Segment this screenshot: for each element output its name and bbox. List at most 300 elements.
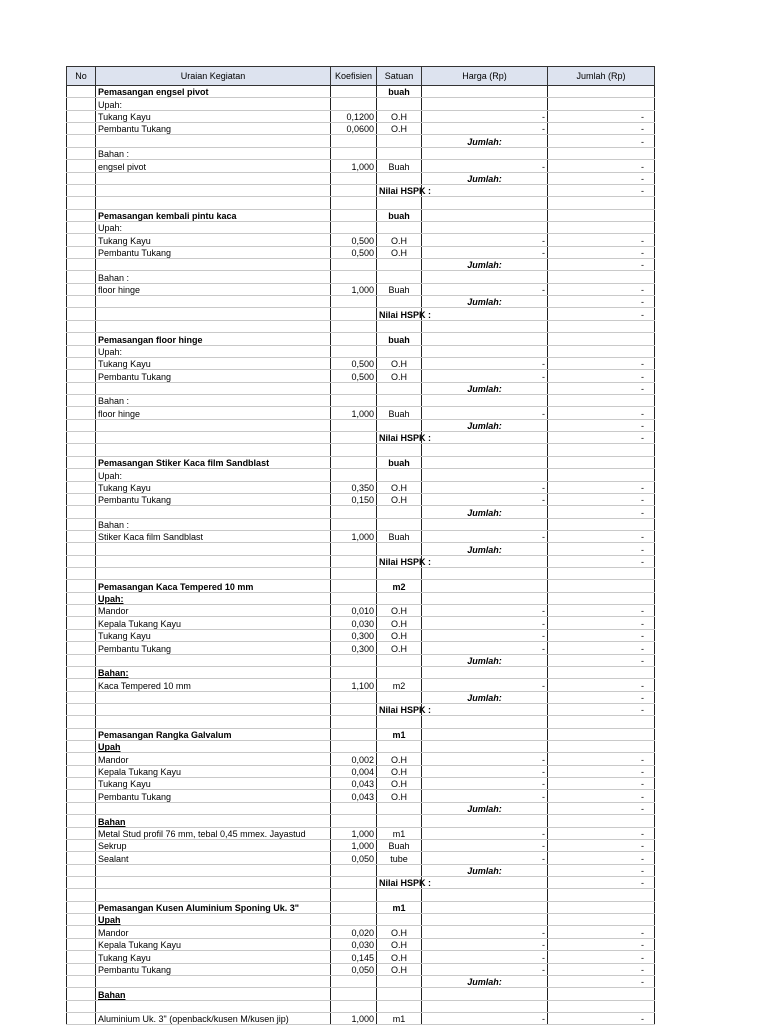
cell-uraian: Sekrup bbox=[96, 839, 331, 851]
cell-harga bbox=[422, 518, 548, 530]
cell-jumlah: - bbox=[548, 703, 655, 715]
cell-satuan: O.H bbox=[377, 234, 422, 246]
cell-harga bbox=[422, 320, 548, 332]
cell-harga bbox=[422, 469, 548, 481]
cell-koefisien bbox=[331, 432, 377, 444]
cell-koefisien: 0,043 bbox=[331, 790, 377, 802]
cell-no bbox=[67, 518, 96, 530]
cell-jumlah bbox=[548, 1000, 655, 1012]
cell-harga bbox=[422, 592, 548, 604]
cell-uraian bbox=[96, 506, 331, 518]
cell-jumlah bbox=[548, 518, 655, 530]
cell-satuan bbox=[377, 716, 422, 728]
cell-uraian: Kepala Tukang Kayu bbox=[96, 938, 331, 950]
cell-satuan bbox=[377, 259, 422, 271]
table-row bbox=[67, 283, 655, 295]
header-uraian: Uraian Kegiatan bbox=[96, 67, 331, 86]
header-jumlah: Jumlah (Rp) bbox=[548, 67, 655, 86]
cell-koefisien: 0,150 bbox=[331, 493, 377, 505]
cell-no bbox=[67, 827, 96, 839]
table-row bbox=[67, 839, 655, 851]
cell-no bbox=[67, 592, 96, 604]
cell-jumlah: - bbox=[548, 555, 655, 567]
cell-koefisien bbox=[331, 975, 377, 987]
cell-jumlah: - bbox=[548, 506, 655, 518]
cell-uraian: Tukang Kayu bbox=[96, 778, 331, 790]
cell-harga bbox=[422, 444, 548, 456]
cell-harga: - bbox=[422, 852, 548, 864]
table-row bbox=[67, 246, 655, 258]
cell-no bbox=[67, 370, 96, 382]
cell-harga: - bbox=[422, 160, 548, 172]
cell-no bbox=[67, 914, 96, 926]
cell-satuan: Buah bbox=[377, 283, 422, 295]
cell-koefisien bbox=[331, 98, 377, 110]
cell-jumlah bbox=[548, 320, 655, 332]
cell-harga: - bbox=[422, 246, 548, 258]
cell-harga: Jumlah: bbox=[422, 802, 548, 814]
cell-no bbox=[67, 493, 96, 505]
cell-satuan: O.H bbox=[377, 938, 422, 950]
cell-satuan bbox=[377, 221, 422, 233]
cell-harga: Jumlah: bbox=[422, 296, 548, 308]
cell-harga bbox=[422, 345, 548, 357]
cell-koefisien bbox=[331, 456, 377, 468]
cell-jumlah: - bbox=[548, 382, 655, 394]
cell-satuan: buah bbox=[377, 86, 422, 98]
cell-no bbox=[67, 221, 96, 233]
cell-jumlah bbox=[548, 271, 655, 283]
cell-no bbox=[67, 802, 96, 814]
cell-koefisien bbox=[331, 271, 377, 283]
cell-koefisien: 0,002 bbox=[331, 753, 377, 765]
cell-uraian: Bahan : bbox=[96, 518, 331, 530]
cell-harga: - bbox=[422, 357, 548, 369]
cell-koefisien: 0,030 bbox=[331, 617, 377, 629]
cell-jumlah: - bbox=[548, 530, 655, 542]
cell-harga: - bbox=[422, 283, 548, 295]
cell-koefisien: 0,050 bbox=[331, 963, 377, 975]
cell-koefisien bbox=[331, 703, 377, 715]
cell-harga: - bbox=[422, 679, 548, 691]
cell-uraian bbox=[96, 555, 331, 567]
cell-satuan: Buah bbox=[377, 407, 422, 419]
table-row bbox=[67, 234, 655, 246]
cell-uraian: Bahan : bbox=[96, 394, 331, 406]
cell-harga bbox=[422, 308, 548, 320]
table-row bbox=[67, 716, 655, 728]
cell-koefisien: 0,020 bbox=[331, 926, 377, 938]
cell-uraian: Mandor bbox=[96, 926, 331, 938]
cell-jumlah bbox=[548, 394, 655, 406]
table-row bbox=[67, 456, 655, 468]
table-row bbox=[67, 345, 655, 357]
cell-jumlah: - bbox=[548, 790, 655, 802]
cell-harga: - bbox=[422, 963, 548, 975]
cell-uraian bbox=[96, 419, 331, 431]
table-row bbox=[67, 506, 655, 518]
cell-satuan: O.H bbox=[377, 629, 422, 641]
cell-harga bbox=[422, 147, 548, 159]
cell-koefisien bbox=[331, 864, 377, 876]
cell-koefisien bbox=[331, 901, 377, 913]
cell-harga: - bbox=[422, 530, 548, 542]
cell-uraian bbox=[96, 802, 331, 814]
cell-satuan bbox=[377, 320, 422, 332]
table-row bbox=[67, 666, 655, 678]
cell-jumlah bbox=[548, 333, 655, 345]
cell-koefisien: 0,1200 bbox=[331, 110, 377, 122]
cell-uraian: Tukang Kayu bbox=[96, 357, 331, 369]
cell-no bbox=[67, 790, 96, 802]
table-row bbox=[67, 394, 655, 406]
cell-satuan: Nilai HSPK : bbox=[377, 877, 422, 889]
cell-uraian: Pemasangan Kusen Aluminium Sponing Uk. 3" bbox=[96, 901, 331, 913]
table-row bbox=[67, 580, 655, 592]
cell-jumlah: - bbox=[548, 679, 655, 691]
cell-koefisien bbox=[331, 259, 377, 271]
cell-harga bbox=[422, 815, 548, 827]
table-row bbox=[67, 320, 655, 332]
cell-jumlah bbox=[548, 209, 655, 221]
cell-satuan: buah bbox=[377, 209, 422, 221]
cell-harga bbox=[422, 889, 548, 901]
cell-satuan: Buah bbox=[377, 530, 422, 542]
cell-harga bbox=[422, 98, 548, 110]
table-row bbox=[67, 333, 655, 345]
cell-jumlah: - bbox=[548, 839, 655, 851]
cell-uraian bbox=[96, 184, 331, 196]
cell-no bbox=[67, 234, 96, 246]
table-row bbox=[67, 271, 655, 283]
table-row bbox=[67, 938, 655, 950]
cell-uraian bbox=[96, 135, 331, 147]
cell-jumlah: - bbox=[548, 493, 655, 505]
cell-harga bbox=[422, 86, 548, 98]
table-row bbox=[67, 654, 655, 666]
cell-uraian: engsel pivot bbox=[96, 160, 331, 172]
cell-jumlah: - bbox=[548, 259, 655, 271]
cell-koefisien bbox=[331, 147, 377, 159]
cell-jumlah: - bbox=[548, 481, 655, 493]
cell-koefisien bbox=[331, 197, 377, 209]
cell-uraian: Pembantu Tukang bbox=[96, 790, 331, 802]
cell-satuan: O.H bbox=[377, 926, 422, 938]
table-row bbox=[67, 901, 655, 913]
cell-satuan: O.H bbox=[377, 642, 422, 654]
cell-jumlah: - bbox=[548, 864, 655, 876]
cell-no bbox=[67, 568, 96, 580]
cell-no bbox=[67, 605, 96, 617]
cell-harga: Jumlah: bbox=[422, 419, 548, 431]
cell-uraian: Pembantu Tukang bbox=[96, 493, 331, 505]
cell-uraian bbox=[96, 975, 331, 987]
table-row bbox=[67, 432, 655, 444]
cell-koefisien bbox=[331, 1000, 377, 1012]
cell-harga bbox=[422, 555, 548, 567]
cell-satuan bbox=[377, 98, 422, 110]
cell-jumlah: - bbox=[548, 765, 655, 777]
cell-harga: Jumlah: bbox=[422, 691, 548, 703]
cell-harga bbox=[422, 666, 548, 678]
cell-no bbox=[67, 543, 96, 555]
cell-harga: - bbox=[422, 629, 548, 641]
cell-no bbox=[67, 1000, 96, 1012]
table-row bbox=[67, 1012, 655, 1024]
cell-no bbox=[67, 320, 96, 332]
cell-jumlah: - bbox=[548, 802, 655, 814]
cell-harga: Jumlah: bbox=[422, 172, 548, 184]
cell-no bbox=[67, 345, 96, 357]
cell-jumlah: - bbox=[548, 877, 655, 889]
cell-uraian: Pemasangan Kaca Tempered 10 mm bbox=[96, 580, 331, 592]
cell-satuan bbox=[377, 864, 422, 876]
cell-uraian: Pemasangan Stiker Kaca film Sandblast bbox=[96, 456, 331, 468]
table-row bbox=[67, 209, 655, 221]
cell-satuan bbox=[377, 815, 422, 827]
cell-no bbox=[67, 506, 96, 518]
cell-no bbox=[67, 839, 96, 851]
table-row bbox=[67, 481, 655, 493]
cell-uraian: Pembantu Tukang bbox=[96, 246, 331, 258]
table-row bbox=[67, 605, 655, 617]
cell-satuan: m1 bbox=[377, 827, 422, 839]
cell-koefisien bbox=[331, 728, 377, 740]
cell-satuan: Nilai HSPK : bbox=[377, 432, 422, 444]
cell-no bbox=[67, 172, 96, 184]
cell-harga bbox=[422, 333, 548, 345]
cell-koefisien bbox=[331, 308, 377, 320]
table-row bbox=[67, 135, 655, 147]
cell-koefisien: 1,000 bbox=[331, 530, 377, 542]
cell-satuan: O.H bbox=[377, 370, 422, 382]
table-body bbox=[67, 86, 655, 1025]
cell-uraian: Bahan bbox=[96, 988, 331, 1000]
cell-uraian bbox=[96, 320, 331, 332]
cell-jumlah: - bbox=[548, 296, 655, 308]
cell-harga bbox=[422, 271, 548, 283]
cell-jumlah bbox=[548, 444, 655, 456]
cell-harga bbox=[422, 432, 548, 444]
cell-satuan bbox=[377, 802, 422, 814]
cell-harga bbox=[422, 988, 548, 1000]
table-row bbox=[67, 951, 655, 963]
cell-no bbox=[67, 135, 96, 147]
table-row bbox=[67, 382, 655, 394]
cell-harga bbox=[422, 703, 548, 715]
cell-harga: - bbox=[422, 926, 548, 938]
table-row bbox=[67, 308, 655, 320]
cell-jumlah: - bbox=[548, 407, 655, 419]
cell-satuan: O.H bbox=[377, 493, 422, 505]
table-row bbox=[67, 296, 655, 308]
cell-satuan bbox=[377, 382, 422, 394]
cell-satuan bbox=[377, 469, 422, 481]
cell-no bbox=[67, 246, 96, 258]
cell-no bbox=[67, 308, 96, 320]
cell-harga bbox=[422, 580, 548, 592]
cell-uraian: Upah: bbox=[96, 98, 331, 110]
cell-uraian: Bahan bbox=[96, 815, 331, 827]
cell-uraian: Mandor bbox=[96, 753, 331, 765]
cell-no bbox=[67, 753, 96, 765]
table-row bbox=[67, 815, 655, 827]
cell-koefisien: 0,043 bbox=[331, 778, 377, 790]
cell-koefisien bbox=[331, 419, 377, 431]
cell-jumlah: - bbox=[548, 975, 655, 987]
cell-uraian bbox=[96, 568, 331, 580]
cell-satuan bbox=[377, 889, 422, 901]
cell-uraian: Sealant bbox=[96, 852, 331, 864]
hspk-sheet bbox=[66, 66, 654, 1025]
cell-jumlah: - bbox=[548, 234, 655, 246]
cell-no bbox=[67, 988, 96, 1000]
cell-uraian: Stiker Kaca film Sandblast bbox=[96, 530, 331, 542]
cell-uraian: Aluminium Uk. 3" (openback/kusen M/kusen jip) bbox=[96, 1012, 331, 1024]
cell-no bbox=[67, 716, 96, 728]
cell-koefisien bbox=[331, 802, 377, 814]
cell-satuan: m2 bbox=[377, 679, 422, 691]
cell-satuan: Nilai HSPK : bbox=[377, 703, 422, 715]
table-row bbox=[67, 530, 655, 542]
cell-koefisien bbox=[331, 135, 377, 147]
cell-jumlah bbox=[548, 86, 655, 98]
cell-no bbox=[67, 951, 96, 963]
cell-harga: Jumlah: bbox=[422, 543, 548, 555]
cell-harga: - bbox=[422, 617, 548, 629]
cell-koefisien bbox=[331, 518, 377, 530]
cell-uraian bbox=[96, 172, 331, 184]
table-row bbox=[67, 419, 655, 431]
cell-jumlah: - bbox=[548, 852, 655, 864]
cell-uraian bbox=[96, 716, 331, 728]
cell-no bbox=[67, 765, 96, 777]
cell-no bbox=[67, 184, 96, 196]
cell-harga bbox=[422, 728, 548, 740]
table-row bbox=[67, 975, 655, 987]
cell-koefisien: 0,500 bbox=[331, 370, 377, 382]
cell-jumlah bbox=[548, 568, 655, 580]
cell-no bbox=[67, 160, 96, 172]
cell-jumlah: - bbox=[548, 135, 655, 147]
cell-harga: - bbox=[422, 753, 548, 765]
cell-uraian bbox=[96, 444, 331, 456]
cell-koefisien bbox=[331, 506, 377, 518]
table-row bbox=[67, 221, 655, 233]
cell-jumlah: - bbox=[548, 172, 655, 184]
cell-satuan: O.H bbox=[377, 753, 422, 765]
cell-harga: - bbox=[422, 951, 548, 963]
table-row bbox=[67, 852, 655, 864]
cell-satuan: O.H bbox=[377, 951, 422, 963]
cell-jumlah: - bbox=[548, 123, 655, 135]
table-row bbox=[67, 765, 655, 777]
cell-koefisien bbox=[331, 666, 377, 678]
cell-satuan: m1 bbox=[377, 901, 422, 913]
cell-koefisien bbox=[331, 568, 377, 580]
cell-satuan bbox=[377, 592, 422, 604]
cell-uraian: Upah: bbox=[96, 221, 331, 233]
cell-no bbox=[67, 864, 96, 876]
cell-satuan: Nilai HSPK : bbox=[377, 308, 422, 320]
cell-jumlah bbox=[548, 197, 655, 209]
cell-no bbox=[67, 703, 96, 715]
cell-uraian: Metal Stud profil 76 mm, tebal 0,45 mmex. Jayastud bbox=[96, 827, 331, 839]
table-row bbox=[67, 802, 655, 814]
cell-no bbox=[67, 728, 96, 740]
cell-uraian: Tukang Kayu bbox=[96, 481, 331, 493]
cell-koefisien: 0,500 bbox=[331, 357, 377, 369]
cell-no bbox=[67, 123, 96, 135]
cell-satuan: O.H bbox=[377, 617, 422, 629]
table-row bbox=[67, 568, 655, 580]
cell-koefisien: 1,000 bbox=[331, 283, 377, 295]
cell-koefisien bbox=[331, 654, 377, 666]
cell-no bbox=[67, 209, 96, 221]
cell-no bbox=[67, 197, 96, 209]
cell-satuan: Nilai HSPK : bbox=[377, 555, 422, 567]
cell-koefisien bbox=[331, 320, 377, 332]
cell-koefisien bbox=[331, 815, 377, 827]
cell-jumlah: - bbox=[548, 654, 655, 666]
cell-no bbox=[67, 963, 96, 975]
cell-satuan bbox=[377, 345, 422, 357]
cell-satuan bbox=[377, 518, 422, 530]
cell-koefisien bbox=[331, 877, 377, 889]
cell-satuan bbox=[377, 394, 422, 406]
cell-satuan: O.H bbox=[377, 110, 422, 122]
cell-satuan: Nilai HSPK : bbox=[377, 184, 422, 196]
hspk-table bbox=[66, 66, 655, 1025]
cell-satuan bbox=[377, 914, 422, 926]
cell-koefisien: 0,300 bbox=[331, 629, 377, 641]
table-row bbox=[67, 123, 655, 135]
table-row bbox=[67, 790, 655, 802]
cell-uraian: Upah bbox=[96, 741, 331, 753]
cell-harga: - bbox=[422, 110, 548, 122]
table-row bbox=[67, 110, 655, 122]
cell-uraian bbox=[96, 296, 331, 308]
cell-no bbox=[67, 419, 96, 431]
cell-satuan bbox=[377, 568, 422, 580]
cell-jumlah: - bbox=[548, 605, 655, 617]
cell-koefisien bbox=[331, 333, 377, 345]
cell-koefisien bbox=[331, 555, 377, 567]
cell-no bbox=[67, 1012, 96, 1024]
cell-koefisien bbox=[331, 580, 377, 592]
cell-koefisien bbox=[331, 172, 377, 184]
table-row bbox=[67, 827, 655, 839]
cell-harga bbox=[422, 1000, 548, 1012]
cell-no bbox=[67, 617, 96, 629]
cell-satuan bbox=[377, 1000, 422, 1012]
cell-koefisien bbox=[331, 382, 377, 394]
cell-no bbox=[67, 691, 96, 703]
cell-koefisien: 0,030 bbox=[331, 938, 377, 950]
cell-no bbox=[67, 555, 96, 567]
cell-uraian bbox=[96, 654, 331, 666]
cell-uraian: Pemasangan Rangka Galvalum bbox=[96, 728, 331, 740]
cell-harga: - bbox=[422, 839, 548, 851]
cell-satuan: O.H bbox=[377, 790, 422, 802]
cell-koefisien: 1,100 bbox=[331, 679, 377, 691]
cell-koefisien: 0,004 bbox=[331, 765, 377, 777]
cell-satuan bbox=[377, 444, 422, 456]
cell-koefisien: 1,000 bbox=[331, 839, 377, 851]
cell-no bbox=[67, 407, 96, 419]
cell-no bbox=[67, 86, 96, 98]
cell-jumlah bbox=[548, 815, 655, 827]
